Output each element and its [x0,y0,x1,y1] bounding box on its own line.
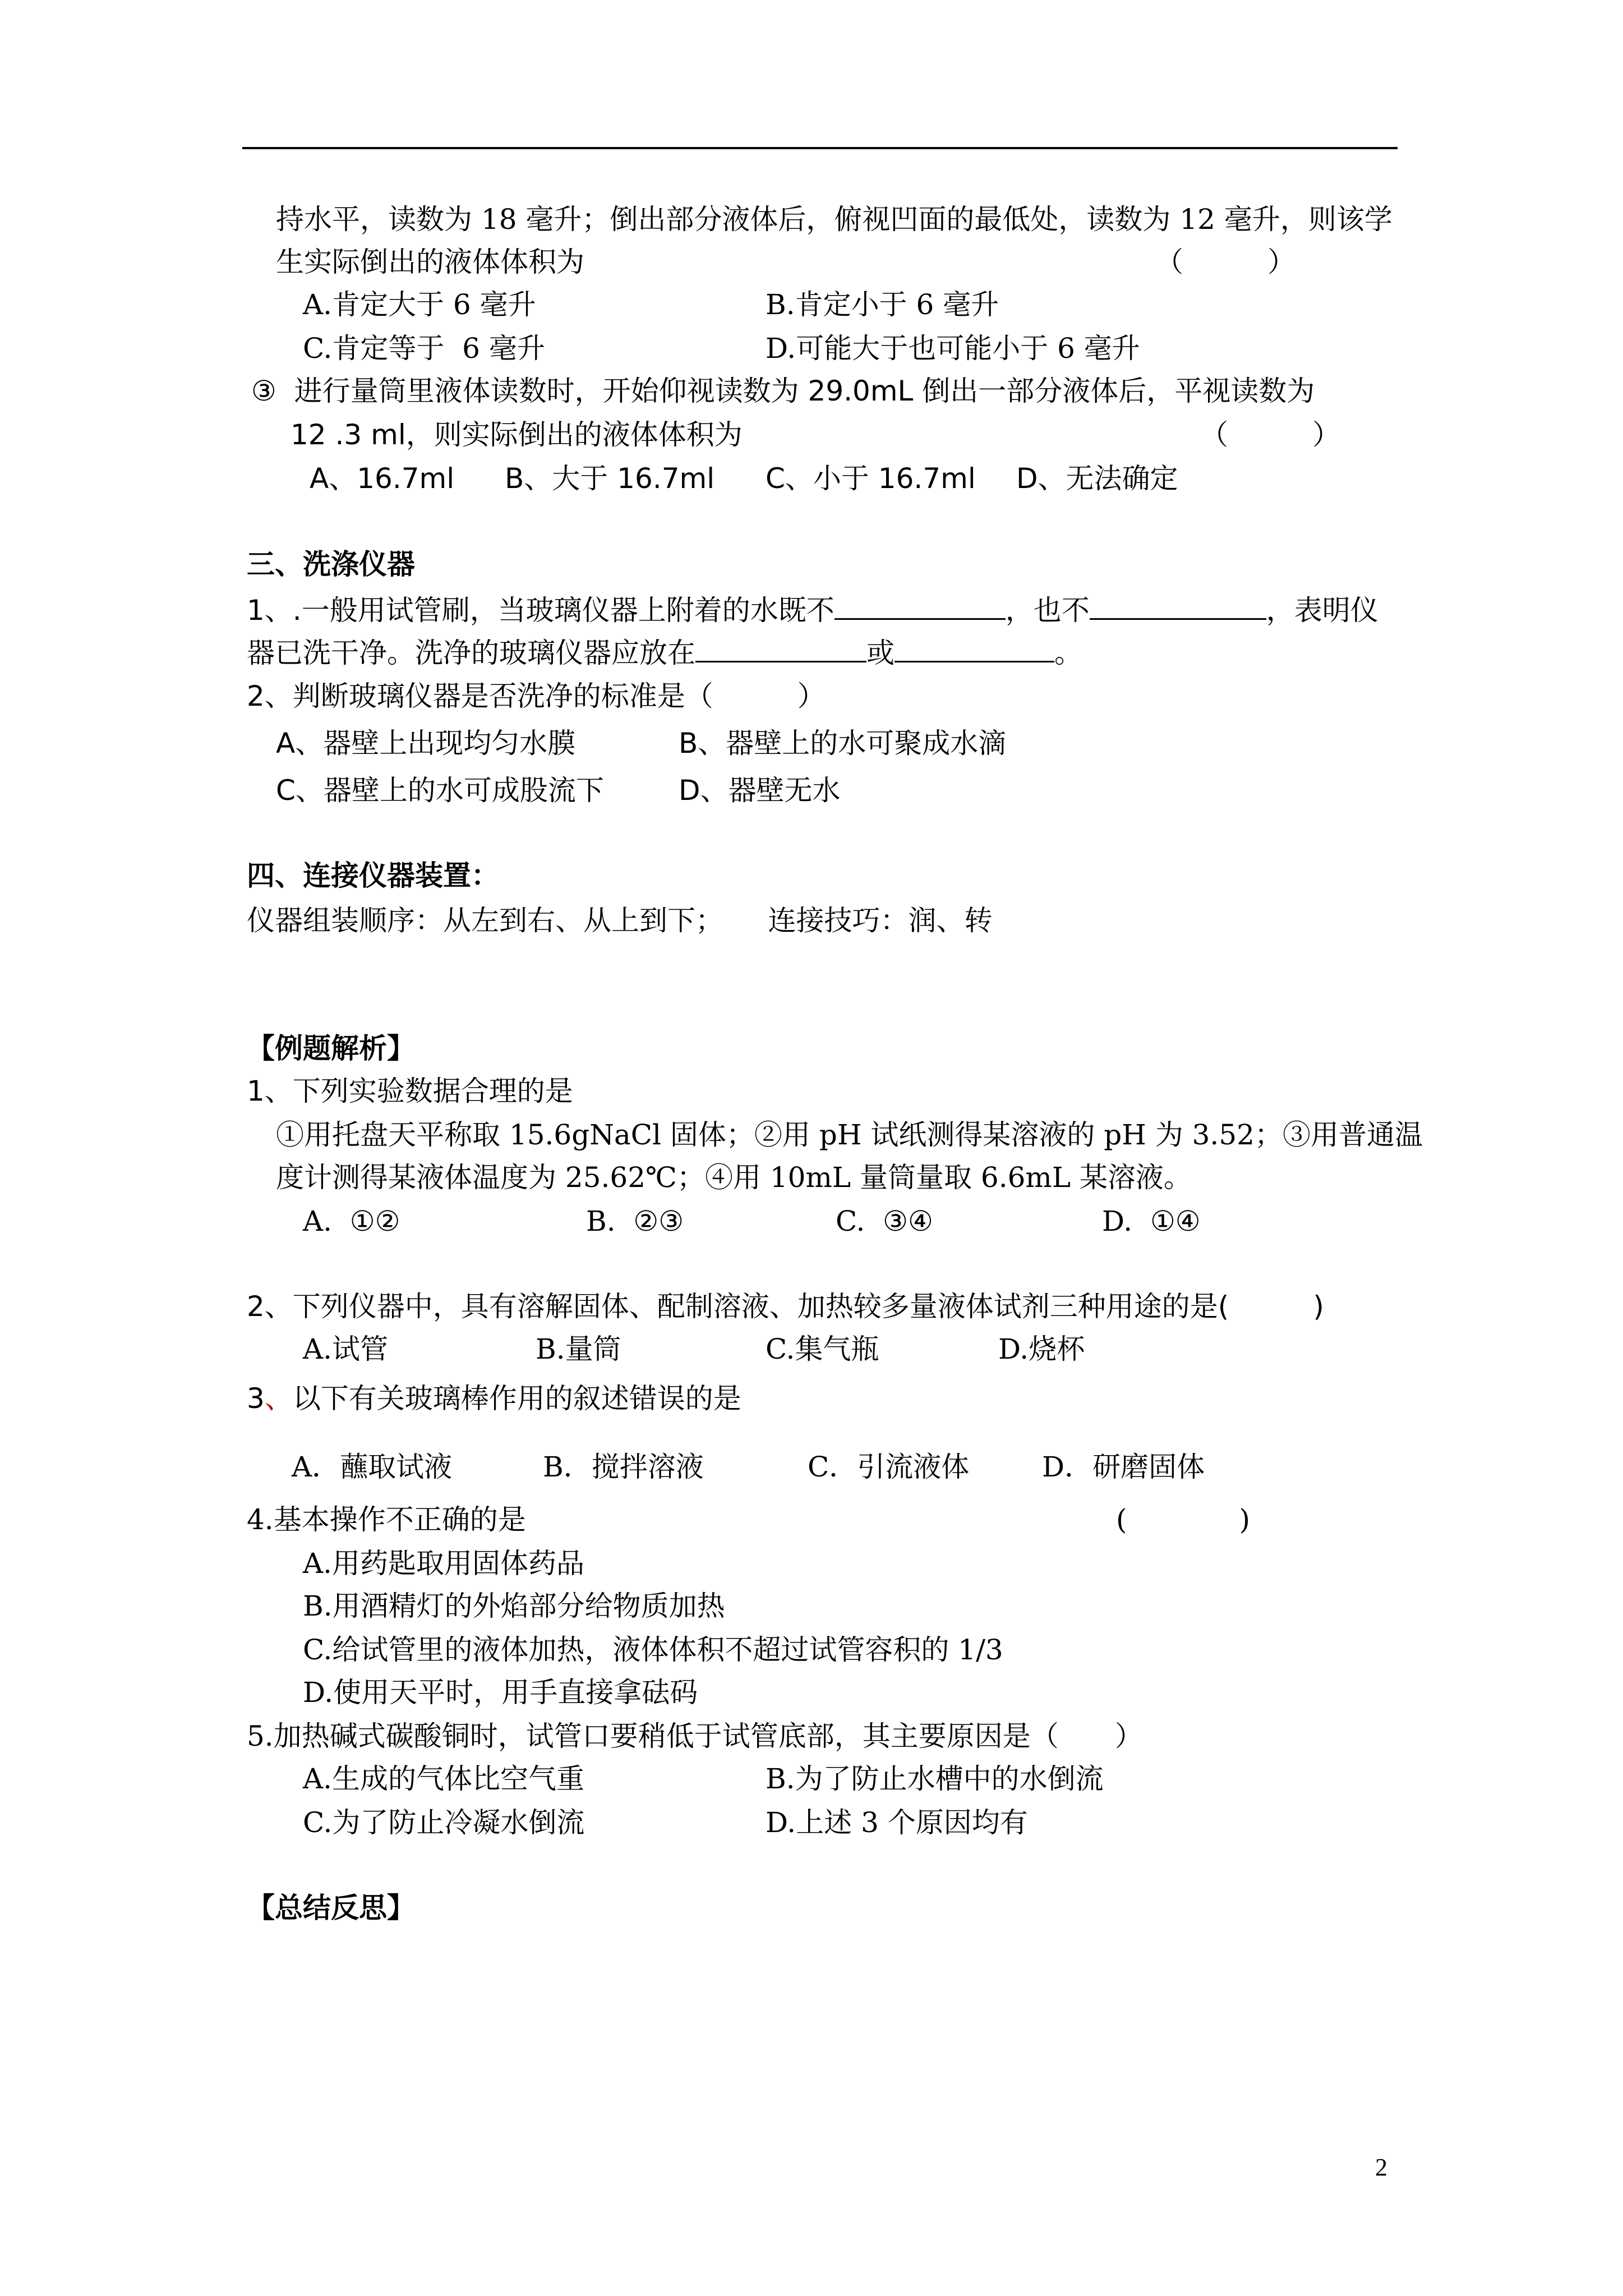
example-4-option-c: C.给试管里的液体加热，液体体积不超过试管容积的 1/3 [303,1634,1003,1666]
cont-option-d: D.可能大于也可能小于 6 毫升 [766,332,1140,365]
blank-4[interactable] [895,633,1054,662]
q1-text-b: ，也不 [1005,594,1090,627]
example-3-option-c: C．引流液体 [808,1451,970,1483]
example-4-option-b: B.用酒精灯的外焰部分给物质加热 [303,1590,725,1622]
section-3-q2: 2、判断玻璃仪器是否洗净的标准是（ ） [247,680,826,712]
example-1-option-d: D. ①④ [1102,1205,1201,1237]
q1-text-d: 器已洗干净。洗净的玻璃仪器应放在 [247,637,695,669]
example-1-stem: 1、下列实验数据合理的是 [247,1075,573,1107]
cont-line-2: 生实际倒出的液体体积为 [276,246,584,278]
example-1-option-a: A. ①② [303,1205,400,1237]
example-2-option-a: A.试管 [303,1333,389,1365]
q3-option-c: C、小于 16.7ml [766,462,976,495]
example-4-answer-bracket: ( ) [1116,1503,1251,1536]
header-rule [242,147,1398,149]
q1-text-a: 1、.一般用试管刷，当玻璃仪器上附着的水既不 [247,594,834,627]
example-3-text: 以下有关玻璃棒作用的叙述错误的是 [292,1382,741,1415]
section-4-title: 四、连接仪器装置： [247,859,499,892]
section-3-q1-line-1 [247,590,1378,628]
example-1-line-1: ①用托盘天平称取 15.6gNaCl 固体；②用 pH 试纸测得某溶液的 pH 为 3.52；③用普通温 [276,1119,1423,1151]
cont-option-b: B.肯定小于 6 毫升 [766,288,999,321]
blank-1[interactable] [834,590,1006,620]
examples-title: 【例题解析】 [247,1032,415,1065]
section-3-q2-option-d: D、器壁无水 [679,774,841,807]
example-3-option-d: D．研磨固体 [1042,1451,1205,1483]
example-5-option-b: B.为了防止水槽中的水倒流 [766,1763,1104,1795]
example-1-option-c: C. ③④ [836,1205,933,1237]
example-3-number: 3 [247,1382,265,1415]
q3-option-a: A、16.7ml [310,462,455,495]
example-2-option-b: B.量筒 [536,1333,621,1365]
example-5-option-d: D.上述 3 个原因均有 [766,1806,1028,1839]
blank-3[interactable] [695,633,866,662]
example-3-option-a: A．蘸取试液 [292,1451,453,1483]
section-3-q2-option-b: B、器壁上的水可聚成水滴 [679,727,1007,760]
q3-line-2: 12 .3 ml，则实际倒出的液体体积为 [291,418,743,451]
q3-line-1: ③ 进行量筒里液体读数时，开始仰视读数为 29.0mL 倒出一部分液体后，平视读数为 [251,375,1315,407]
section-4-line: 仪器组装顺序：从左到右、从上到下； 连接技巧：润、转 [247,904,993,937]
example-2-option-c: C.集气瓶 [766,1333,879,1365]
q3-answer-bracket: （ ） [1200,418,1340,451]
blank-2[interactable] [1090,590,1266,620]
example-2-stem: 2、下列仪器中，具有溶解固体、配制溶液、加热较多量液体试剂三种用途的是( ) [247,1290,1324,1323]
q3-option-d: D、无法确定 [1016,462,1178,495]
example-1-line-2: 度计测得某液体温度为 25.62℃；④用 10mL 量筒量取 6.6mL 某溶液。 [276,1161,1192,1194]
example-4-option-d: D.使用天平时，用手直接拿砝码 [303,1676,698,1709]
example-2-option-d: D.烧杯 [998,1333,1085,1365]
example-4-stem: 4.基本操作不正确的是 [247,1503,526,1536]
q3-option-b: B、大于 16.7ml [505,462,715,495]
example-5-option-c: C.为了防止冷凝水倒流 [303,1806,585,1839]
q1-text-c: ，表明仪 [1266,594,1378,627]
q1-text-f: 。 [1054,637,1082,669]
example-4-option-a: A.用药匙取用固体药品 [303,1547,585,1580]
q1-text-e: 或 [866,637,895,669]
section-3-title: 三、洗涤仪器 [247,548,415,581]
page-number: 2 [1375,2154,1387,2181]
example-5-option-a: A.生成的气体比空气重 [303,1763,585,1795]
example-3-option-b: B．搅拌溶液 [543,1451,704,1483]
example-5-stem: 5.加热碱式碳酸铜时，试管口要稍低于试管底部，其主要原因是（ ） [247,1720,1143,1752]
example-1-option-b: B. ②③ [586,1205,684,1237]
cont-option-c: C.肯定等于 6 毫升 [303,332,545,365]
section-3-q2-option-a: A、器壁上出现均匀水膜 [276,727,576,760]
cont-option-a: A.肯定大于 6 毫升 [303,288,536,321]
summary-title: 【总结反思】 [247,1892,415,1924]
example-3-stem [247,1381,741,1416]
section-3-q1-line-2 [247,633,1082,670]
cont-line-1: 持水平，读数为 18 毫升；倒出部分液体后，俯视凹面的最低处，读数为 12 毫升，则该学 [276,203,1393,236]
section-3-q2-option-c: C、器壁上的水可成股流下 [276,774,604,807]
cont-answer-bracket: （ ） [1155,246,1295,278]
example-3-mark: 、 [264,1382,293,1415]
